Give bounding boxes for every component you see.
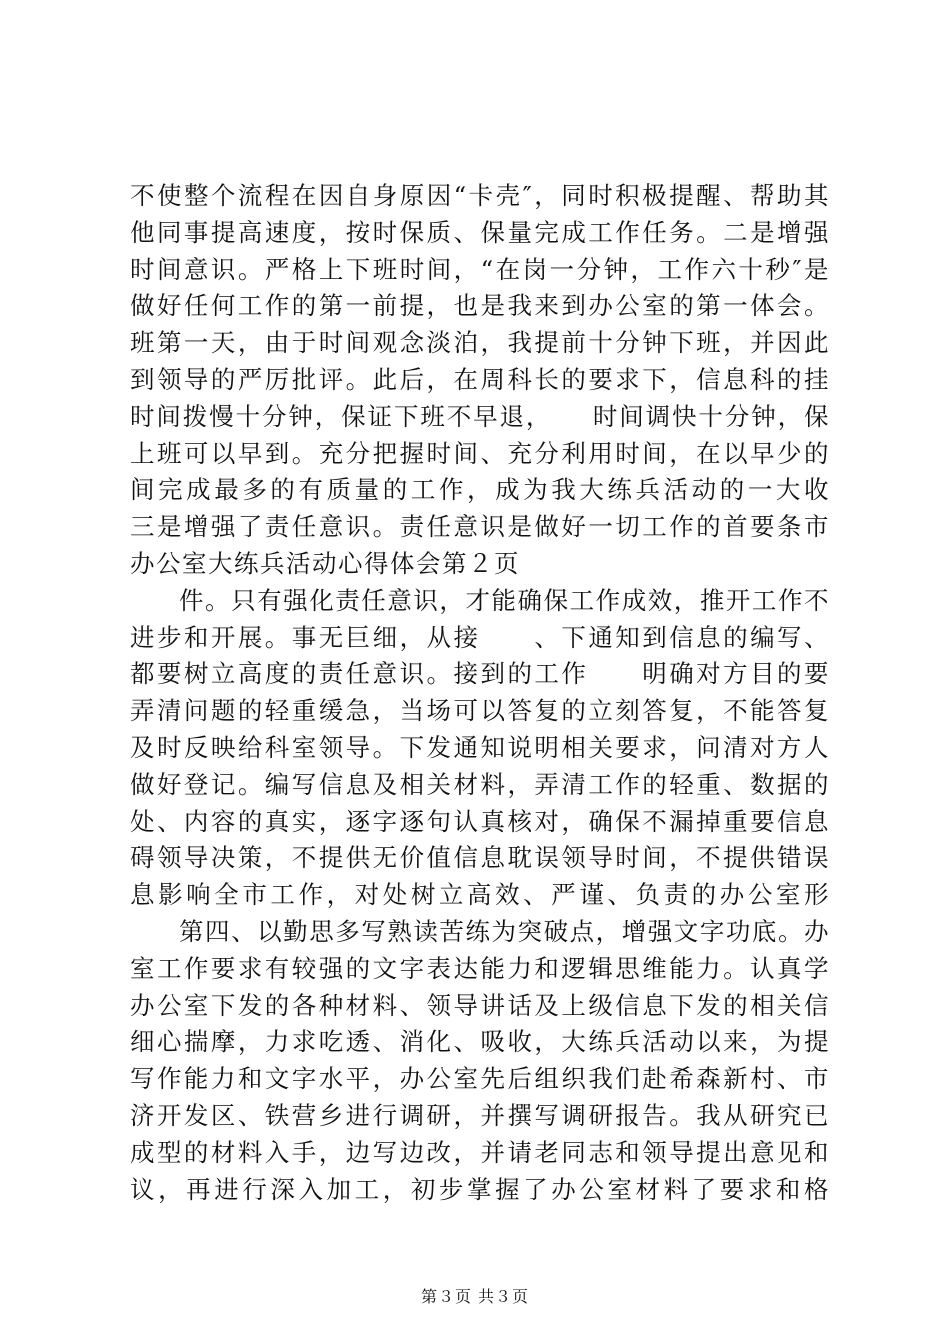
text-line: 议，再进行深入加工，初步掌握了办公室材料了要求和格 — [130, 1174, 830, 1204]
text-line: 写作能力和文字水平，办公室先后组织我们赴希森新村、市 — [130, 1064, 830, 1094]
text-line: 都要树立高度的责任意识。接到的工作 明确对方目的要 — [130, 659, 830, 689]
text-line: 做好任何工作的第一前提，也是我来到办公室的第一体会。 — [130, 291, 830, 321]
text-line: 及时反映给科室领导。下发通知说明相关要求，问清对方人 — [130, 732, 830, 762]
document-body — [130, 178, 830, 1208]
text-line: 班第一天，由于时间观念淡泊，我提前十分钟下班，并因此 — [130, 328, 830, 358]
text-line: 他同事提高速度，按时保质、保量完成工作任务。二是增强 — [130, 217, 830, 247]
text-line: 三是增强了责任意识。责任意识是做好一切工作的首要条市 — [130, 512, 830, 542]
text-line: 间完成最多的有质量的工作，成为我大练兵活动的一大收 — [130, 475, 830, 505]
text-line: 处、内容的真实，逐字逐句认真核对，确保不漏掉重要信息 — [130, 806, 830, 836]
text-line: 室工作要求有较强的文字表达能力和逻辑思维能力。认真学 — [130, 953, 830, 983]
text-line: 碍领导决策，不提供无价值信息耽误领导时间，不提供错误 — [130, 843, 830, 873]
text-line: 到领导的严厉批评。此后，在周科长的要求下，信息科的挂 — [130, 364, 830, 394]
text-line: 时间拨慢十分钟，保证下班不早退， 时间调快十分钟，保 — [130, 401, 830, 431]
page-footer: 第３页 共３页 — [420, 1287, 530, 1306]
text-line: 细心揣摩，力求吃透、消化、吸收，大练兵活动以来，为提 — [130, 1027, 830, 1057]
text-line: 时间意识。严格上下班时间，“在岗一分钟，工作六十秒″是 — [130, 254, 830, 284]
text-line: 济开发区、铁营乡进行调研，并撰写调研报告。我从研究已 — [130, 1100, 830, 1130]
text-line: 息影响全市工作，对处树立高效、严谨、负责的办公室形 — [130, 880, 830, 910]
paragraph-start-line: 第四、以勤思多写熟读苦练为突破点，增强文字功底。办 — [179, 916, 830, 946]
text-line: 不使整个流程在因自身原因“卡壳″，同时积极提醒、帮助其 — [130, 181, 830, 210]
text-line: 办公室下发的各种材料、领导讲话及上级信息下发的相关信 — [130, 990, 830, 1020]
text-line: 弄清问题的轻重缓急，当场可以答复的立刻答复，不能答复 — [130, 696, 830, 726]
text-line: 办公室大练兵活动心得体会第２页 — [130, 548, 520, 578]
text-line: 成型的材料入手，边写边改，并请老同志和领导提出意见和 — [130, 1137, 830, 1167]
text-line: 进步和开展。事无巨细，从接 、下通知到信息的编写、 — [130, 622, 830, 652]
text-line: 做好登记。编写信息及相关材料，弄清工作的轻重、数据的 — [130, 769, 830, 799]
text-line: 上班可以早到。充分把握时间、充分利用时间，在以早少的 — [130, 438, 830, 468]
paragraph-start-line: 件。只有强化责任意识，才能确保工作成效，推开工作不 — [179, 585, 830, 615]
